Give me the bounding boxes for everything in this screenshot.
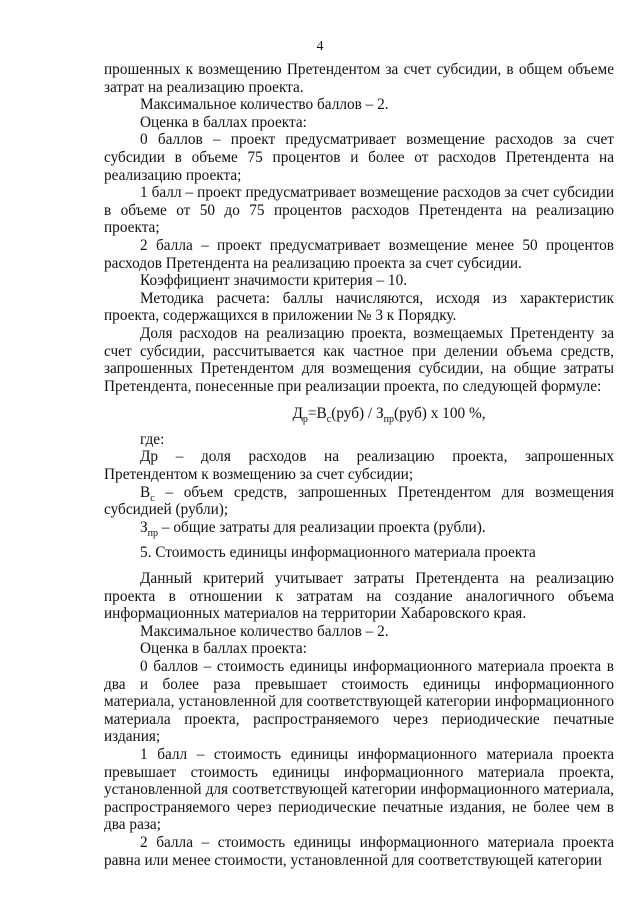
- paragraph-score-0: 0 баллов – проект предусматривает возмещение расходов за счет субсидии в объеме 75 процентов и более от расходов Претендента на реализацию проекта;: [104, 131, 614, 184]
- section-heading-5: 5. Стоимость единицы информационного материала проекта: [140, 544, 536, 562]
- formula: $Д_р=В_с(руб) / З_{пр}(руб)$ x 100 %,: [292, 405, 486, 426]
- paragraph-max-score-5: Максимальное количество баллов – 2.: [140, 622, 389, 640]
- page-number: 4: [316, 39, 324, 54]
- document-body: [104, 61, 614, 869]
- paragraph-max-score: Максимальное количество баллов – 2.: [140, 96, 389, 114]
- paragraph-continuation: прошенных к возмещению Претендентом за счет субсидии, в общем объеме затрат на реализацию проекта.: [104, 61, 614, 96]
- paragraph-methodology: Методика расчета: баллы начисляются, исходя из характеристик проекта, содержащихся в приложении № 3 к Порядку.: [104, 289, 614, 325]
- definition-dr: Др – доля расходов на реализацию проекта, запрошенных Претендентом к возмещению за счет субсидии;: [104, 448, 614, 484]
- paragraph-score-heading: Оценка в баллах проекта:: [140, 113, 307, 131]
- paragraph-score-0-5: 0 баллов – стоимость единицы информационного материала проекта в два и более раза превышает стоимость единицы информационного материала, установленной для соответствующей категории информационного материала проекта, распространяемого через периодические печатные издания;: [104, 658, 614, 746]
- paragraph-criterion-description: Данный критерий учитывает затраты Претендента на реализацию проекта в отношении к затратам на создание аналогичного объема информационных материалов на территории Хабаровского края.: [104, 570, 614, 623]
- paragraph-score-2: 2 балла – проект предусматривает возмещение менее 50 процентов расходов Претендента на реализацию проекта за счет субсидии.: [104, 236, 614, 272]
- paragraph-coefficient: Коэффициент значимости критерия – 10.: [140, 272, 408, 290]
- where-label: где:: [140, 430, 165, 448]
- paragraph-score-heading-5: Оценка в баллах проекта:: [140, 640, 307, 658]
- paragraph-share-description: Доля расходов на реализацию проекта, возмещаемых Претенденту за счет субсидии, рассчитывается как частное при делении объема средств, запрошенных Претендентом для возмещения субсидии, на общие затраты Претендента, понесенные при реализации проекта, по следующей формуле:: [104, 324, 614, 395]
- definition-bc: $В_с$ – объем средств, запрошенных Претендентом для возмещения субсидией (рубли);: [104, 483, 614, 519]
- paragraph-score-2-5: 2 балла – стоимость единицы информационного материала проекта равна или менее стоимости, установленной для соответствующей категории: [104, 833, 614, 869]
- paragraph-score-1: 1 балл – проект предусматривает возмещение расходов за счет субсидии в объеме от 50 до 75 процентов расходов Претендента на реализацию проекта;: [104, 184, 614, 237]
- paragraph-score-1-5: 1 балл – стоимость единицы информационного материала проекта превышает стоимость единицы информационного материала проекта, установленной для соответствующей категории информационного материала, распространяемого через периодические печатные издания, не более чем в два раза;: [104, 745, 614, 834]
- definition-zpr: $З_{пр}$ – общие затраты для реализации проекта (рубли).: [140, 518, 486, 539]
